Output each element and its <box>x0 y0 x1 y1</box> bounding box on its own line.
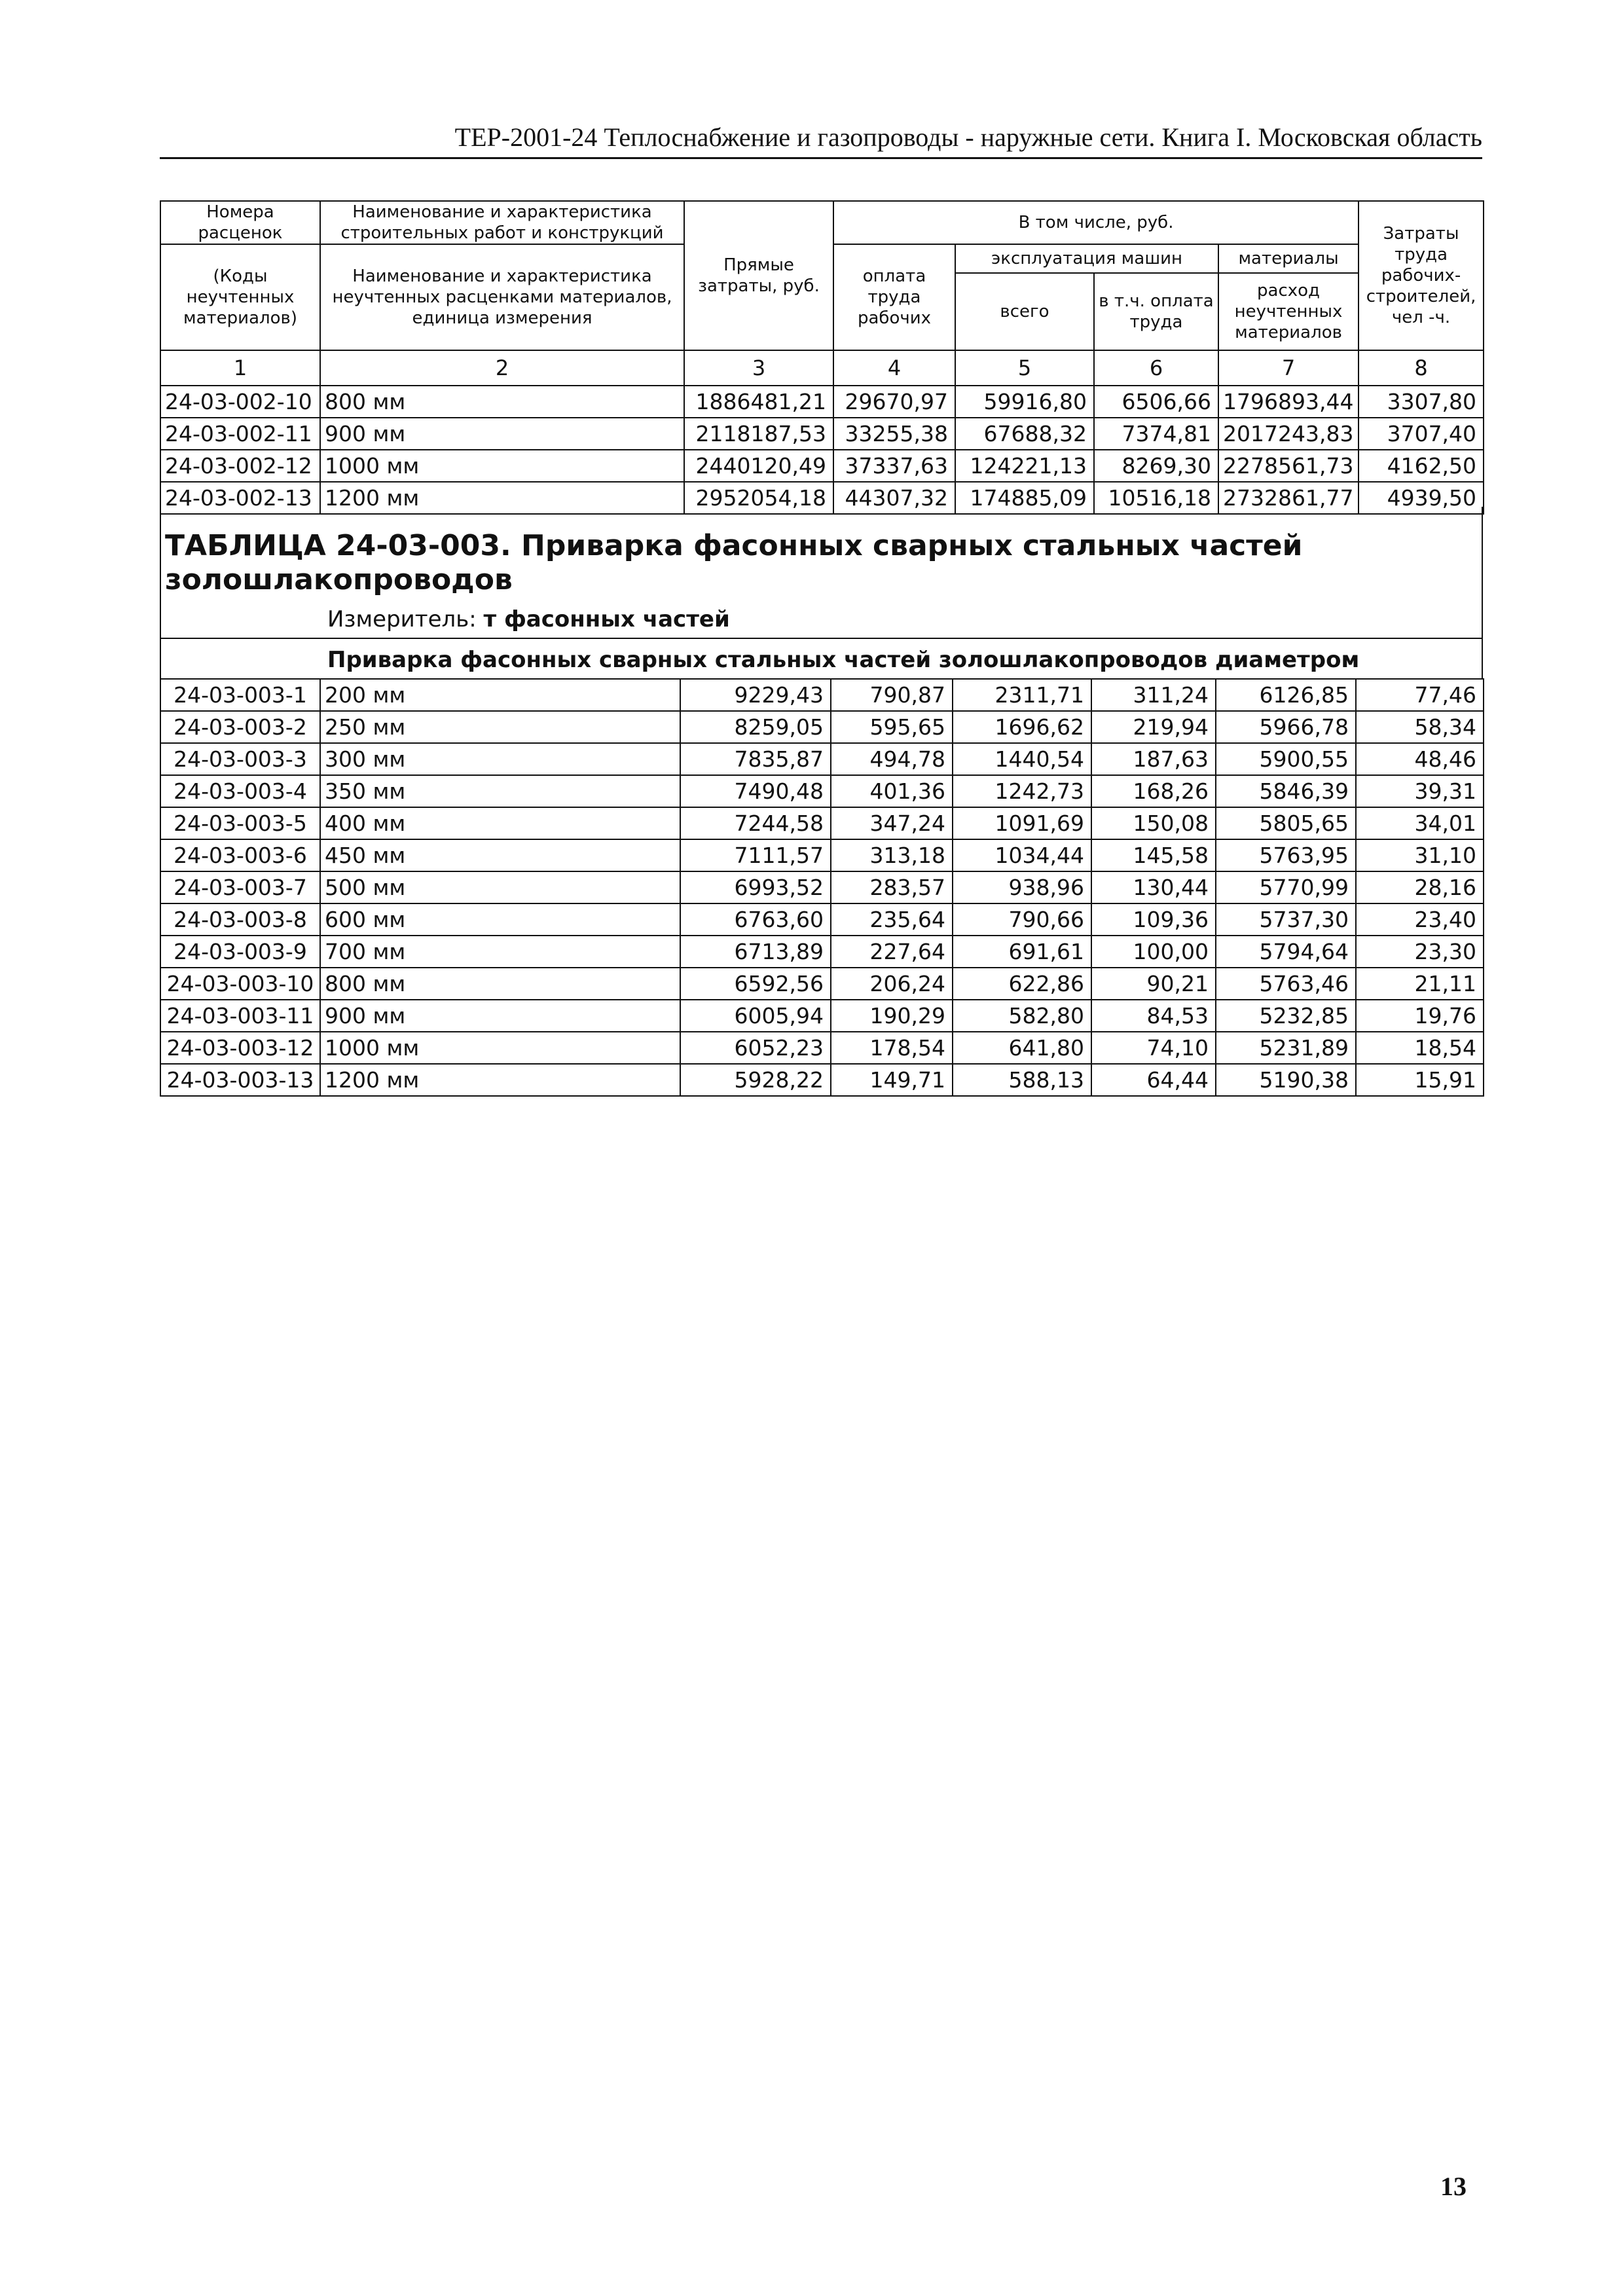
wages: 178,54 <box>831 1032 953 1064</box>
machines-labor: 150,08 <box>1091 807 1216 839</box>
labor-hours: 18,54 <box>1356 1032 1484 1064</box>
header-materials: материалы <box>1218 244 1359 273</box>
wages: 494,78 <box>831 743 953 775</box>
machines-labor: 219,94 <box>1091 711 1216 743</box>
rate-name: 1000 мм <box>320 1032 680 1064</box>
materials: 5232,85 <box>1216 1000 1356 1032</box>
machines-total: 1696,62 <box>953 711 1091 743</box>
rate-name: 200 мм <box>320 679 680 711</box>
materials: 5900,55 <box>1216 743 1356 775</box>
header-material-codes: (Коды неучтенных материалов) <box>160 244 320 350</box>
direct-cost: 7490,48 <box>680 775 831 807</box>
materials: 5805,65 <box>1216 807 1356 839</box>
header-wages: оплата труда рабочих <box>833 244 955 350</box>
table-row <box>160 711 1484 743</box>
materials: 5763,46 <box>1216 968 1356 1000</box>
wages: 149,71 <box>831 1064 953 1096</box>
machines-labor: 109,36 <box>1091 903 1216 936</box>
machines-labor: 7374,81 <box>1094 418 1218 450</box>
machines-total: 2311,71 <box>953 679 1091 711</box>
direct-cost: 7111,57 <box>680 839 831 871</box>
machines-labor: 64,44 <box>1091 1064 1216 1096</box>
rate-code: 24-03-003-11 <box>160 1000 320 1032</box>
machines-total: 582,80 <box>953 1000 1091 1032</box>
column-number: 1 <box>160 350 320 386</box>
table-row <box>160 1032 1484 1064</box>
materials: 1796893,44 <box>1218 386 1359 418</box>
machines-total: 1440,54 <box>953 743 1091 775</box>
materials: 5737,30 <box>1216 903 1356 936</box>
rate-code: 24-03-003-13 <box>160 1064 320 1096</box>
group-heading: Приварка фасонных сварных стальных частей золошлакопроводов диаметром <box>327 647 1360 673</box>
header-labor-hours: Затраты труда рабочих-строителей, чел -ч. <box>1359 201 1484 350</box>
table-row <box>160 1064 1484 1096</box>
labor-hours: 4939,50 <box>1359 482 1484 514</box>
machines-total: 67688,32 <box>955 418 1094 450</box>
machines-total: 938,96 <box>953 871 1091 903</box>
machines-labor: 145,58 <box>1091 839 1216 871</box>
labor-hours: 23,40 <box>1356 903 1484 936</box>
direct-cost: 2440120,49 <box>684 450 833 482</box>
table-row <box>160 936 1484 968</box>
rate-name: 1200 мм <box>320 1064 680 1096</box>
machines-total: 1091,69 <box>953 807 1091 839</box>
rate-code: 24-03-003-8 <box>160 903 320 936</box>
column-number: 7 <box>1218 350 1359 386</box>
rate-code: 24-03-003-6 <box>160 839 320 871</box>
header-machines: эксплуатация машин <box>955 244 1218 273</box>
labor-hours: 58,34 <box>1356 711 1484 743</box>
labor-hours: 15,91 <box>1356 1064 1484 1096</box>
wages: 235,64 <box>831 903 953 936</box>
wages: 595,65 <box>831 711 953 743</box>
rate-code: 24-03-003-12 <box>160 1032 320 1064</box>
direct-cost: 7835,87 <box>680 743 831 775</box>
wages: 313,18 <box>831 839 953 871</box>
machines-total: 641,80 <box>953 1032 1091 1064</box>
materials: 5966,78 <box>1216 711 1356 743</box>
labor-hours: 28,16 <box>1356 871 1484 903</box>
machines-labor: 10516,18 <box>1094 482 1218 514</box>
rate-code: 24-03-003-9 <box>160 936 320 968</box>
column-number: 6 <box>1094 350 1218 386</box>
header-direct-costs: Прямые затраты, руб. <box>684 201 833 350</box>
machines-total: 790,66 <box>953 903 1091 936</box>
header-machines-total: всего <box>955 273 1094 350</box>
machines-total: 1034,44 <box>953 839 1091 871</box>
machines-labor: 8269,30 <box>1094 450 1218 482</box>
materials: 6126,85 <box>1216 679 1356 711</box>
table-row <box>160 807 1484 839</box>
section-title: ТАБЛИЦА 24-03-003. Приварка фасонных сварных стальных частей золошлакопроводов <box>165 529 1303 596</box>
machines-total: 124221,13 <box>955 450 1094 482</box>
direct-cost: 1886481,21 <box>684 386 833 418</box>
labor-hours: 31,10 <box>1356 839 1484 871</box>
table-row <box>160 1000 1484 1032</box>
machines-total: 1242,73 <box>953 775 1091 807</box>
machines-labor: 168,26 <box>1091 775 1216 807</box>
machines-labor: 90,21 <box>1091 968 1216 1000</box>
labor-hours: 3307,80 <box>1359 386 1484 418</box>
header-unaccounted-materials: расход неучтенных материалов <box>1218 273 1359 350</box>
direct-cost: 8259,05 <box>680 711 831 743</box>
table-row <box>160 450 1484 482</box>
wages: 206,24 <box>831 968 953 1000</box>
machines-labor: 84,53 <box>1091 1000 1216 1032</box>
page-number: 13 <box>1440 2172 1467 2201</box>
rate-name: 600 мм <box>320 903 680 936</box>
rate-name: 300 мм <box>320 743 680 775</box>
direct-cost: 6592,56 <box>680 968 831 1000</box>
materials: 2732861,77 <box>1218 482 1359 514</box>
materials: 5846,39 <box>1216 775 1356 807</box>
direct-cost: 6763,60 <box>680 903 831 936</box>
column-number: 5 <box>955 350 1094 386</box>
machines-labor: 100,00 <box>1091 936 1216 968</box>
rate-code: 24-03-002-12 <box>160 450 320 482</box>
column-number-row <box>160 350 1484 386</box>
labor-hours: 4162,50 <box>1359 450 1484 482</box>
header-machines-labor: в т.ч. оплата труда <box>1094 273 1218 350</box>
machines-labor: 311,24 <box>1091 679 1216 711</box>
labor-hours: 19,76 <box>1356 1000 1484 1032</box>
rate-code: 24-03-003-7 <box>160 871 320 903</box>
table-row <box>160 418 1484 450</box>
direct-cost: 6052,23 <box>680 1032 831 1064</box>
header-material-name: Наименование и характеристика неучтенных расценками материалов, единица измерения <box>320 244 684 350</box>
machines-labor: 187,63 <box>1091 743 1216 775</box>
materials: 2278561,73 <box>1218 450 1359 482</box>
rate-name: 800 мм <box>320 386 684 418</box>
labor-hours: 23,30 <box>1356 936 1484 968</box>
materials: 5763,95 <box>1216 839 1356 871</box>
rate-name: 400 мм <box>320 807 680 839</box>
rate-name: 700 мм <box>320 936 680 968</box>
header-work-name: Наименование и характеристика строительных работ и конструкций <box>320 201 684 244</box>
rate-name: 1200 мм <box>320 482 684 514</box>
rate-name: 350 мм <box>320 775 680 807</box>
labor-hours: 48,46 <box>1356 743 1484 775</box>
rate-name: 500 мм <box>320 871 680 903</box>
materials: 5190,38 <box>1216 1064 1356 1096</box>
machines-labor: 6506,66 <box>1094 386 1218 418</box>
labor-hours: 34,01 <box>1356 807 1484 839</box>
wages: 227,64 <box>831 936 953 968</box>
wages: 44307,32 <box>833 482 955 514</box>
rate-code: 24-03-002-13 <box>160 482 320 514</box>
unit-label: Измеритель: <box>327 606 477 632</box>
machines-labor: 130,44 <box>1091 871 1216 903</box>
wages: 283,57 <box>831 871 953 903</box>
machines-total: 691,61 <box>953 936 1091 968</box>
unit-rule <box>160 638 1483 639</box>
direct-cost: 6713,89 <box>680 936 831 968</box>
column-number: 4 <box>833 350 955 386</box>
machines-total: 174885,09 <box>955 482 1094 514</box>
table-row <box>160 839 1484 871</box>
column-number: 8 <box>1359 350 1484 386</box>
labor-hours: 3707,40 <box>1359 418 1484 450</box>
wages: 401,36 <box>831 775 953 807</box>
table-row <box>160 775 1484 807</box>
running-header: ТЕР-2001-24 Теплоснабжение и газопроводы - наружные сети. Книга I. Московская область <box>454 122 1482 152</box>
table-row <box>160 386 1484 418</box>
rates-table-002 <box>160 200 1484 515</box>
unit-line <box>327 606 730 632</box>
wages: 33255,38 <box>833 418 955 450</box>
rate-name: 900 мм <box>320 418 684 450</box>
rate-code: 24-03-003-1 <box>160 679 320 711</box>
direct-cost: 9229,43 <box>680 679 831 711</box>
header-including: В том числе, руб. <box>833 201 1359 244</box>
direct-cost: 2952054,18 <box>684 482 833 514</box>
table-row <box>160 743 1484 775</box>
labor-hours: 77,46 <box>1356 679 1484 711</box>
machines-total: 622,86 <box>953 968 1091 1000</box>
rates-table-003 <box>160 678 1484 1097</box>
machines-total: 59916,80 <box>955 386 1094 418</box>
rate-name: 250 мм <box>320 711 680 743</box>
column-number: 3 <box>684 350 833 386</box>
column-number: 2 <box>320 350 684 386</box>
header-rule <box>160 157 1482 159</box>
rate-name: 900 мм <box>320 1000 680 1032</box>
table-row <box>160 871 1484 903</box>
table-row <box>160 903 1484 936</box>
wages: 29670,97 <box>833 386 955 418</box>
rate-name: 450 мм <box>320 839 680 871</box>
direct-cost: 5928,22 <box>680 1064 831 1096</box>
rate-code: 24-03-003-4 <box>160 775 320 807</box>
unit-value: т фасонных частей <box>483 606 730 632</box>
header-rate-numbers: Номера расценок <box>160 201 320 244</box>
machines-labor: 74,10 <box>1091 1032 1216 1064</box>
wages: 37337,63 <box>833 450 955 482</box>
wages: 790,87 <box>831 679 953 711</box>
materials: 5231,89 <box>1216 1032 1356 1064</box>
direct-cost: 2118187,53 <box>684 418 833 450</box>
direct-cost: 6993,52 <box>680 871 831 903</box>
machines-total: 588,13 <box>953 1064 1091 1096</box>
materials: 5794,64 <box>1216 936 1356 968</box>
rate-code: 24-03-003-10 <box>160 968 320 1000</box>
rate-name: 800 мм <box>320 968 680 1000</box>
wages: 347,24 <box>831 807 953 839</box>
materials: 2017243,83 <box>1218 418 1359 450</box>
labor-hours: 21,11 <box>1356 968 1484 1000</box>
rate-code: 24-03-003-3 <box>160 743 320 775</box>
direct-cost: 6005,94 <box>680 1000 831 1032</box>
direct-cost: 7244,58 <box>680 807 831 839</box>
labor-hours: 39,31 <box>1356 775 1484 807</box>
rate-code: 24-03-003-5 <box>160 807 320 839</box>
rate-code: 24-03-002-10 <box>160 386 320 418</box>
rate-name: 1000 мм <box>320 450 684 482</box>
rate-code: 24-03-002-11 <box>160 418 320 450</box>
materials: 5770,99 <box>1216 871 1356 903</box>
rate-code: 24-03-003-2 <box>160 711 320 743</box>
wages: 190,29 <box>831 1000 953 1032</box>
table-row <box>160 679 1484 711</box>
table-row <box>160 968 1484 1000</box>
